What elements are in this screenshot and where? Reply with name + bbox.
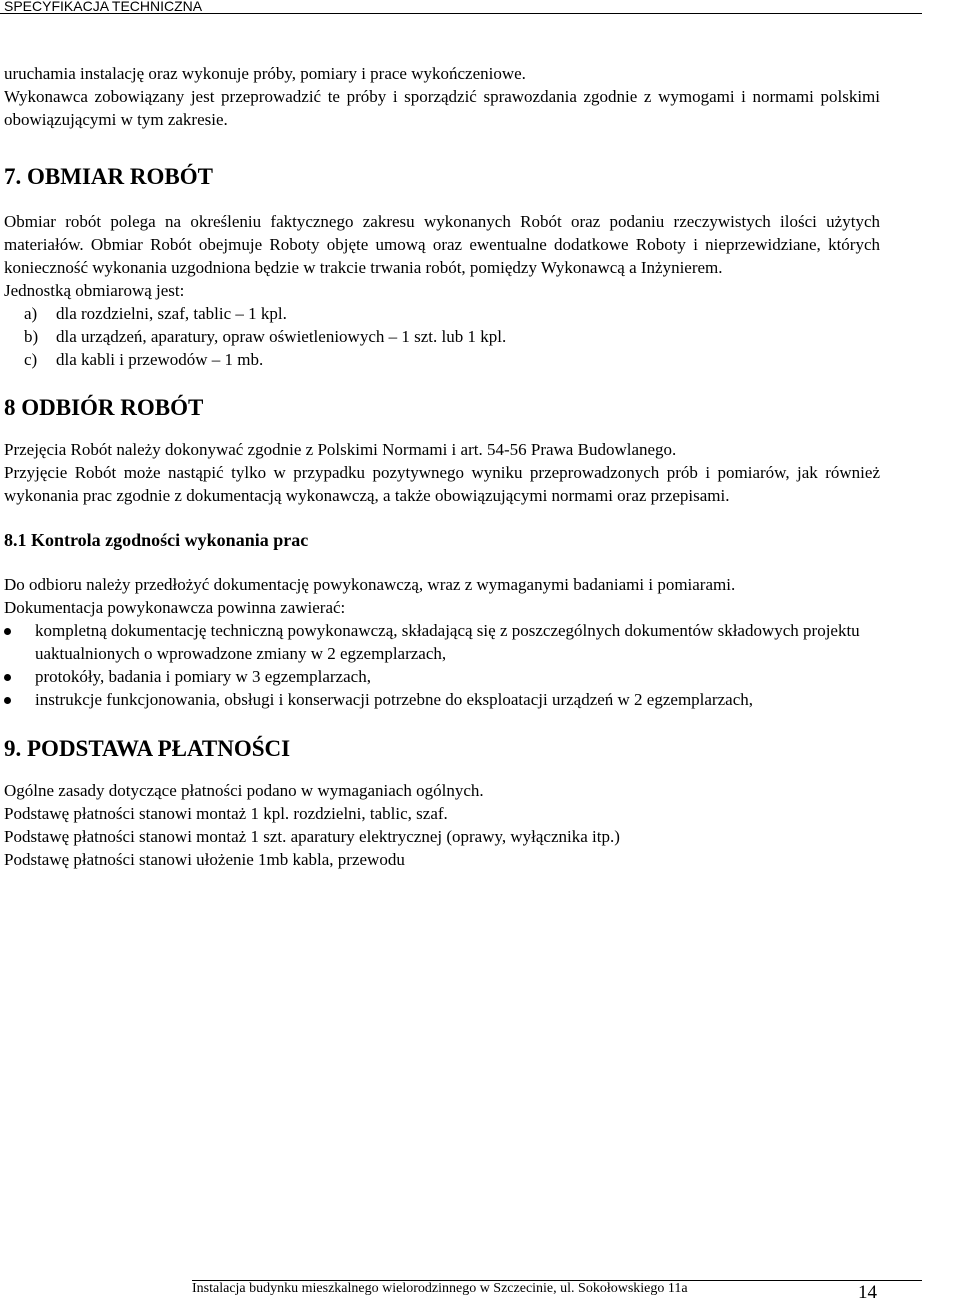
bullet-icon bbox=[4, 674, 11, 681]
payment-line: Podstawę płatności stanowi montaż 1 szt. aparatury elektrycznej (oprawy, wyłącznika itp.) bbox=[4, 827, 620, 846]
list-item-text: dla kabli i przewodów – 1 mb. bbox=[56, 350, 264, 369]
list-item-text: kompletną dokumentację techniczną powykonawczą, składającą się z poszczególnych dokumentów składowych projektu uaktualnionych o wprowadzone zmiany w 2 egzemplarzach, bbox=[35, 621, 860, 663]
payment-line: Podstawę płatności stanowi montaż 1 kpl. rozdzielni, tablic, szaf. bbox=[4, 804, 448, 823]
list-marker: a) bbox=[24, 304, 38, 323]
list-marker: c) bbox=[24, 350, 38, 369]
measurement-units-list bbox=[4, 302, 880, 371]
payment-line: Podstawę płatności stanowi ułożenie 1mb kabla, przewodu bbox=[4, 850, 405, 869]
section-8-1-paragraph-1: Do odbioru należy przedłożyć dokumentację powykonawczą, wraz z wymaganymi badaniami i pomiarami. bbox=[4, 575, 736, 594]
page-number: 14 bbox=[858, 1282, 877, 1303]
section-7-heading: 7. OBMIAR ROBÓT bbox=[4, 164, 213, 189]
section-8-paragraph-1: Przejęcia Robót należy dokonywać zgodnie z Polskimi Normami i art. 54-56 Prawa Budowlanego. bbox=[4, 440, 677, 459]
document-body bbox=[4, 62, 880, 871]
section-8-1-paragraph-2: Dokumentacja powykonawcza powinna zawierać: bbox=[4, 598, 346, 617]
section-7-paragraph: Obmiar robót polega na określeniu faktycznego zakresu wykonanych Robót oraz podaniu rzeczywistych ilości użytych materiałów. Obmiar Robót obejmuje Roboty objęte umową oraz ewentualne dodatkowe Roboty i nieprzewidziane, których konieczność wykonania uzgodniona będzie w trakcie trwania robót, pomiędzy Wykonawcą a Inżynierem. bbox=[4, 212, 880, 277]
payment-line: Ogólne zasady dotyczące płatności podano w wymaganiach ogólnych. bbox=[4, 781, 484, 800]
list-item bbox=[4, 665, 880, 688]
bullet-icon bbox=[4, 697, 11, 704]
intro-paragraph-2: Wykonawca zobowiązany jest przeprowadzić te próby i sporządzić sprawozdania zgodnie z wymogami i normami polskimi obowiązującymi w tym zakresie. bbox=[4, 87, 880, 129]
list-item-text: dla urządzeń, aparatury, opraw oświetleniowych – 1 szt. lub 1 kpl. bbox=[56, 327, 507, 346]
list-item bbox=[4, 325, 880, 348]
header-divider bbox=[0, 13, 922, 14]
section-9-heading: 9. PODSTAWA PŁATNOŚCI bbox=[4, 736, 291, 761]
footer-text: Instalacja budynku mieszkalnego wielorodzinnego w Szczecinie, ul. Sokołowskiego 11a bbox=[192, 1281, 688, 1296]
section-8-paragraph-2: Przyjęcie Robót może nastąpić tylko w przypadku pozytywnego wyniku przeprowadzonych prób i pomiarów, jak również wykonania prac zgodnie z dokumentacją wykonawczą, a także obowiązującymi normami oraz przepisami. bbox=[4, 463, 880, 505]
documentation-list bbox=[4, 619, 880, 711]
page-header-title: SPECYFIKACJA TECHNICZNA bbox=[4, 0, 203, 14]
list-item-text: protokóły, badania i pomiary w 3 egzemplarzach, bbox=[35, 667, 371, 686]
section-8-heading: 8 ODBIÓR ROBÓT bbox=[4, 395, 204, 420]
list-item bbox=[4, 688, 880, 711]
list-item bbox=[4, 619, 880, 665]
list-item bbox=[4, 348, 880, 371]
list-marker: b) bbox=[24, 327, 39, 346]
section-8-1-heading: 8.1 Kontrola zgodności wykonania prac bbox=[4, 530, 309, 550]
measurement-units-intro: Jednostką obmiarową jest: bbox=[4, 281, 185, 300]
list-item-text: dla rozdzielni, szaf, tablic – 1 kpl. bbox=[56, 304, 287, 323]
bullet-icon bbox=[4, 628, 11, 635]
intro-paragraph-1: uruchamia instalację oraz wykonuje próby, pomiary i prace wykończeniowe. bbox=[4, 64, 526, 83]
list-item-text: instrukcje funkcjonowania, obsługi i konserwacji potrzebne do eksploatacji urządzeń w 2 egzemplarzach, bbox=[35, 690, 753, 709]
list-item bbox=[4, 302, 880, 325]
